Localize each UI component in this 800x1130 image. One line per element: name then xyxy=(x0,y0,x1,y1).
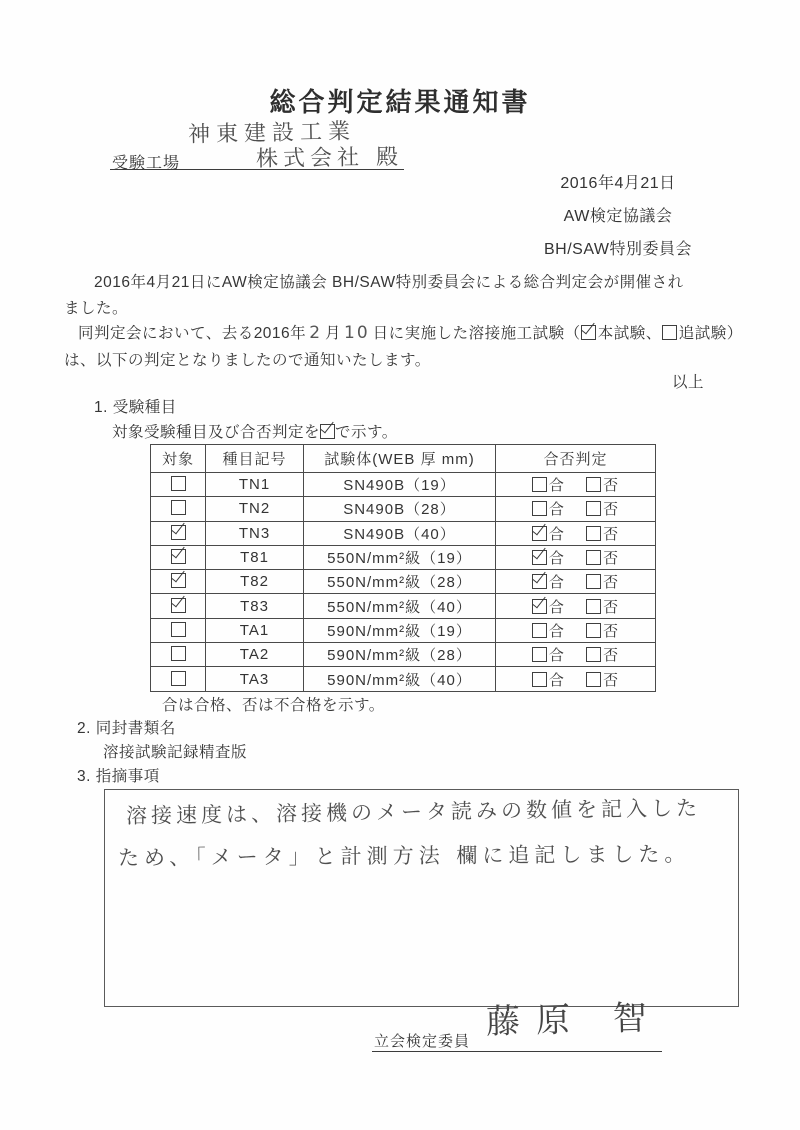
table-row xyxy=(151,473,656,497)
code-cell: TN2 xyxy=(206,497,304,521)
code-cell: TA2 xyxy=(206,643,304,667)
judgement-cell xyxy=(496,497,656,521)
fail-checkbox xyxy=(586,599,601,614)
pass-label: 合 xyxy=(548,525,565,543)
fail-label: 否 xyxy=(603,622,620,640)
main-test-checkbox xyxy=(581,325,596,340)
code-cell: TA1 xyxy=(206,618,304,642)
fail-label: 否 xyxy=(603,598,620,616)
pass-label: 合 xyxy=(548,598,565,616)
fail-checkbox xyxy=(586,574,601,589)
code-cell: TA3 xyxy=(206,667,304,691)
pass-checkbox xyxy=(532,647,547,662)
table-row xyxy=(151,618,656,642)
target-checkbox xyxy=(171,622,186,637)
issuer-block xyxy=(538,170,698,269)
issuer-committee: BH/SAW特別委員会 xyxy=(543,241,693,258)
instruction-prefix: 対象受験種目及び合否判定を xyxy=(112,424,321,441)
fail-checkbox xyxy=(586,526,601,541)
fail-checkbox xyxy=(586,647,601,662)
code-cell: T82 xyxy=(206,570,304,594)
target-checkbox xyxy=(171,500,186,515)
fail-label: 否 xyxy=(603,574,620,592)
specimen-cell: 590N/mm²級（19） xyxy=(304,618,496,642)
issue-date: 2016年4月21日 xyxy=(560,175,676,192)
signature-underline xyxy=(372,1051,662,1052)
target-checkbox xyxy=(171,598,186,613)
code-cell: TN1 xyxy=(206,473,304,497)
retest-label: 追試験） xyxy=(678,325,743,342)
judgement-cell xyxy=(496,521,656,545)
target-checkbox xyxy=(171,549,186,564)
fail-label: 否 xyxy=(603,501,620,519)
recipient-underline xyxy=(110,169,404,170)
header-target: 対象 xyxy=(151,445,206,473)
pass-label: 合 xyxy=(548,550,565,568)
judgement-cell xyxy=(496,618,656,642)
target-checkbox xyxy=(171,525,186,540)
issuer-organization: AW検定協議会 xyxy=(563,208,673,225)
body-paragraph2-line2: は、以下の判定となりましたので通知いたします。 xyxy=(64,352,431,369)
fail-checkbox xyxy=(586,477,601,492)
pass-checkbox xyxy=(532,501,547,516)
pass-checkbox xyxy=(532,599,547,614)
specimen-cell: 550N/mm²級（40） xyxy=(304,594,496,618)
section1-instruction xyxy=(112,420,398,442)
fail-checkbox xyxy=(586,501,601,516)
table-footnote: 合は合格、否は不合格を示す。 xyxy=(162,697,385,714)
fail-label: 否 xyxy=(603,647,620,665)
table-row xyxy=(151,545,656,569)
pass-checkbox xyxy=(532,574,547,589)
section3-heading: 3. 指摘事項 xyxy=(77,768,160,785)
specimen-cell: 590N/mm²級（40） xyxy=(304,667,496,691)
handwritten-month: 2 xyxy=(309,323,323,343)
body-paragraph1-line1: 2016年4月21日にAW検定協議会 BH/SAW特別委員会による総合判定会が開催され xyxy=(94,274,684,291)
recipient-company-line2: 株式会社 殿 xyxy=(255,144,404,173)
table-header-row xyxy=(151,445,656,473)
header-specimen: 試験体(WEB 厚 mm) xyxy=(304,445,496,473)
code-cell: T83 xyxy=(206,594,304,618)
table-row xyxy=(151,570,656,594)
judgement-cell xyxy=(496,473,656,497)
specimen-cell: 590N/mm²級（28） xyxy=(304,643,496,667)
specimen-cell: 550N/mm²級（28） xyxy=(304,570,496,594)
handwritten-signature-name: 藤原 智 xyxy=(485,997,664,1043)
fail-checkbox xyxy=(586,623,601,638)
code-cell: T81 xyxy=(206,545,304,569)
table-row xyxy=(151,643,656,667)
judgement-cell xyxy=(496,667,656,691)
body-paragraph1-line2: ました。 xyxy=(64,300,129,317)
month-kanji: 月 xyxy=(325,325,342,342)
header-judgement: 合否判定 xyxy=(496,445,656,473)
code-cell: TN3 xyxy=(206,521,304,545)
exam-results-table xyxy=(150,444,656,692)
handwritten-remark-line1: 溶接速度は、溶接機のメータ読みの数値を記入した xyxy=(125,795,702,829)
table-row xyxy=(151,497,656,521)
recipient-company-line1: 神東建設工業 xyxy=(187,119,357,148)
document-title: 総合判定結果通知書 xyxy=(269,87,531,117)
specimen-cell: 550N/mm²級（19） xyxy=(304,545,496,569)
target-checkbox xyxy=(171,646,186,661)
pass-checkbox xyxy=(532,623,547,638)
fail-checkbox xyxy=(586,672,601,687)
body-paragraph2-line1 xyxy=(78,321,743,343)
fail-label: 否 xyxy=(603,477,620,495)
section1-heading: 1. 受験種目 xyxy=(94,399,177,416)
closing-word: 以上 xyxy=(672,374,705,391)
table-row xyxy=(151,594,656,618)
pass-label: 合 xyxy=(548,574,565,592)
handwritten-day: 10 xyxy=(344,323,370,343)
paragraph2-prefix: 同判定会において、去る2016年 xyxy=(78,325,307,342)
pass-label: 合 xyxy=(548,477,565,495)
handwritten-remark-line2: ため、「メータ」と計測方法 欄に追記しました。 xyxy=(117,842,691,870)
target-checkbox xyxy=(171,671,186,686)
pass-checkbox xyxy=(532,550,547,565)
judgement-cell xyxy=(496,545,656,569)
pass-checkbox xyxy=(532,526,547,541)
pass-label: 合 xyxy=(548,671,565,689)
pass-label: 合 xyxy=(548,622,565,640)
pass-label: 合 xyxy=(548,647,565,665)
judgement-cell xyxy=(496,594,656,618)
fail-checkbox xyxy=(586,550,601,565)
fail-label: 否 xyxy=(603,671,620,689)
fail-label: 否 xyxy=(603,525,620,543)
table-row xyxy=(151,667,656,691)
specimen-cell: SN490B（28） xyxy=(304,497,496,521)
header-code: 種目記号 xyxy=(206,445,304,473)
section2-heading: 2. 同封書類名 xyxy=(77,720,176,737)
instruction-suffix: で示す。 xyxy=(335,424,398,441)
pass-checkbox xyxy=(532,477,547,492)
table-row xyxy=(151,521,656,545)
specimen-cell: SN490B（19） xyxy=(304,473,496,497)
pass-label: 合 xyxy=(548,501,565,519)
fail-label: 否 xyxy=(603,550,620,568)
example-checked-checkbox xyxy=(320,424,335,439)
main-test-label: 本試験、 xyxy=(597,325,662,342)
paragraph2-middle: 日に実施した溶接施工試験（ xyxy=(372,325,581,342)
target-checkbox xyxy=(171,573,186,588)
target-checkbox xyxy=(171,476,186,491)
specimen-cell: SN490B（40） xyxy=(304,521,496,545)
signature-label: 立会検定委員 xyxy=(374,1033,471,1050)
retest-checkbox xyxy=(662,325,677,340)
enclosed-document-name: 溶接試験記録精査版 xyxy=(103,744,248,761)
judgement-cell xyxy=(496,643,656,667)
recipient-label: 受験工場 xyxy=(112,155,181,172)
judgement-cell xyxy=(496,570,656,594)
pass-checkbox xyxy=(532,672,547,687)
